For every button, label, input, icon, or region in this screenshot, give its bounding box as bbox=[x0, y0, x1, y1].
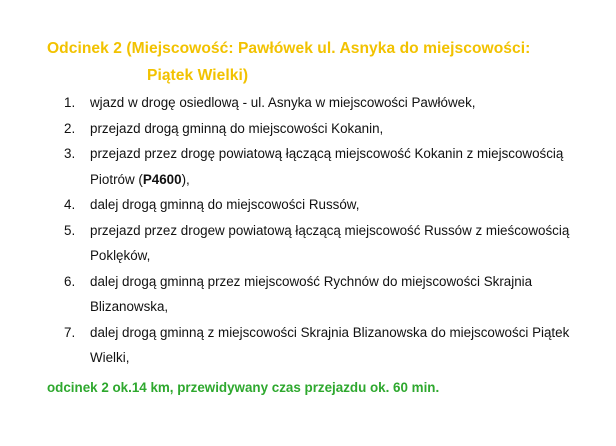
route-step-number: 4. bbox=[64, 197, 76, 212]
route-step-number: 2. bbox=[64, 120, 76, 136]
route-step-text: wjazd w drogę osiedlową - ul. Asnyka w miejscowości Pawłówek, bbox=[90, 95, 476, 110]
route-step-text: przejazd przez drogę powiatową łączącą miejscowość Kokanin z miejscowością Piotrów ( bbox=[90, 146, 564, 187]
route-step bbox=[64, 116, 604, 142]
route-step bbox=[64, 141, 604, 192]
section-summary: odcinek 2 ok.14 km, przewidywany czas przejazdu ok. 60 min. bbox=[47, 380, 440, 395]
route-step-number: 5. bbox=[64, 222, 76, 238]
route-step bbox=[64, 192, 604, 218]
route-step-text: przejazd przez drogew powiatową łączącą miejscowość Russów z mieścowością Poklęków, bbox=[90, 222, 570, 263]
route-step bbox=[64, 320, 604, 371]
section-title-line-1: Odcinek 2 (Miejscowość: Pawłówek ul. Asnyka do miejscowości: bbox=[47, 40, 531, 57]
route-step-text: dalej drogą gminną do miejscowości Russów, bbox=[90, 197, 360, 212]
route-step-text: dalej drogą gminną przez miejscowość Rychnów do miejscowości Skrajnia Blizanowska, bbox=[90, 273, 533, 314]
route-step-text: przejazd drogą gminną do miejscowości Kokanin, bbox=[90, 120, 384, 136]
route-step-text-end: ), bbox=[181, 171, 190, 187]
road-number: P4600 bbox=[142, 171, 182, 187]
route-step-number: 7. bbox=[64, 324, 76, 340]
route-step-text: dalej drogą gminną z miejscowości Skrajnia Blizanowska do miejscowości Piątek Wielki, bbox=[90, 324, 570, 365]
section-title-line-2: Piątek Wielki) bbox=[147, 67, 249, 84]
route-step bbox=[64, 218, 604, 269]
route-step bbox=[64, 269, 604, 320]
route-step-number: 6. bbox=[64, 273, 76, 289]
route-step bbox=[64, 90, 604, 116]
route-steps-list bbox=[64, 90, 604, 371]
section-title bbox=[47, 35, 602, 89]
route-step-number: 3. bbox=[64, 146, 76, 161]
route-step-number: 1. bbox=[64, 95, 76, 110]
